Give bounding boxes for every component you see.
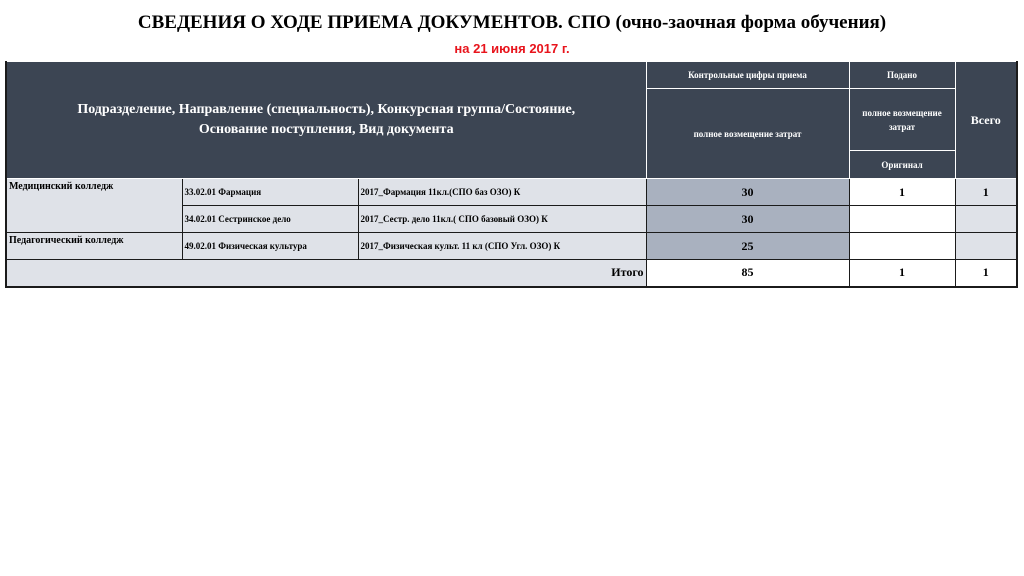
admissions-table bbox=[5, 61, 1018, 288]
header-main-line2: Основание поступления, Вид документа bbox=[198, 122, 454, 137]
originals-cell bbox=[849, 206, 955, 233]
totals-all: 1 bbox=[955, 260, 1017, 287]
totals-row bbox=[6, 260, 1017, 287]
originals-cell bbox=[849, 233, 955, 260]
division-cell: Медицинский колледж bbox=[6, 179, 182, 233]
report-date: на 21 июня 2017 г. bbox=[454, 41, 570, 56]
totals-plan: 85 bbox=[646, 260, 849, 287]
plan-cell: 30 bbox=[646, 179, 849, 206]
table-row bbox=[6, 233, 1017, 260]
totals-label: Итого bbox=[6, 260, 646, 287]
header-control-figures: Контрольные цифры приема bbox=[646, 62, 849, 89]
group-cell: 2017_Физическая культ. 11 кл (СПО Угл. ОЗО) К bbox=[358, 233, 646, 260]
report-title: СВЕДЕНИЯ О ХОДЕ ПРИЕМА ДОКУМЕНТОВ. СПО (очно-заочная форма обучения) bbox=[137, 12, 887, 33]
table-row bbox=[6, 179, 1017, 206]
plan-cell: 30 bbox=[646, 206, 849, 233]
header-originals: Оригинал bbox=[849, 151, 955, 179]
header-submitted: Подано bbox=[849, 62, 955, 89]
header-control-full-cost: полное возмещение затрат bbox=[646, 89, 849, 179]
group-cell: 2017_Фармация 11кл.(СПО баз ОЗО) К bbox=[358, 179, 646, 206]
header-main-cell bbox=[6, 62, 646, 179]
specialty-cell: 34.02.01 Сестринское дело bbox=[182, 206, 358, 233]
specialty-cell: 49.02.01 Физическая культура bbox=[182, 233, 358, 260]
row-total-cell bbox=[955, 206, 1017, 233]
specialty-cell: 33.02.01 Фармация bbox=[182, 179, 358, 206]
row-total-cell: 1 bbox=[955, 179, 1017, 206]
totals-originals: 1 bbox=[849, 260, 955, 287]
plan-cell: 25 bbox=[646, 233, 849, 260]
group-cell: 2017_Сестр. дело 11кл.( СПО базовый ОЗО) К bbox=[358, 206, 646, 233]
header-main-line1: Подразделение, Направление (специальность), Конкурсная группа/Состояние, bbox=[77, 102, 576, 117]
header-total: Всего bbox=[955, 62, 1017, 179]
header-submitted-full-cost: полное возмещение затрат bbox=[849, 89, 955, 151]
division-cell: Педагогический колледж bbox=[6, 233, 182, 260]
row-total-cell bbox=[955, 233, 1017, 260]
originals-cell: 1 bbox=[849, 179, 955, 206]
